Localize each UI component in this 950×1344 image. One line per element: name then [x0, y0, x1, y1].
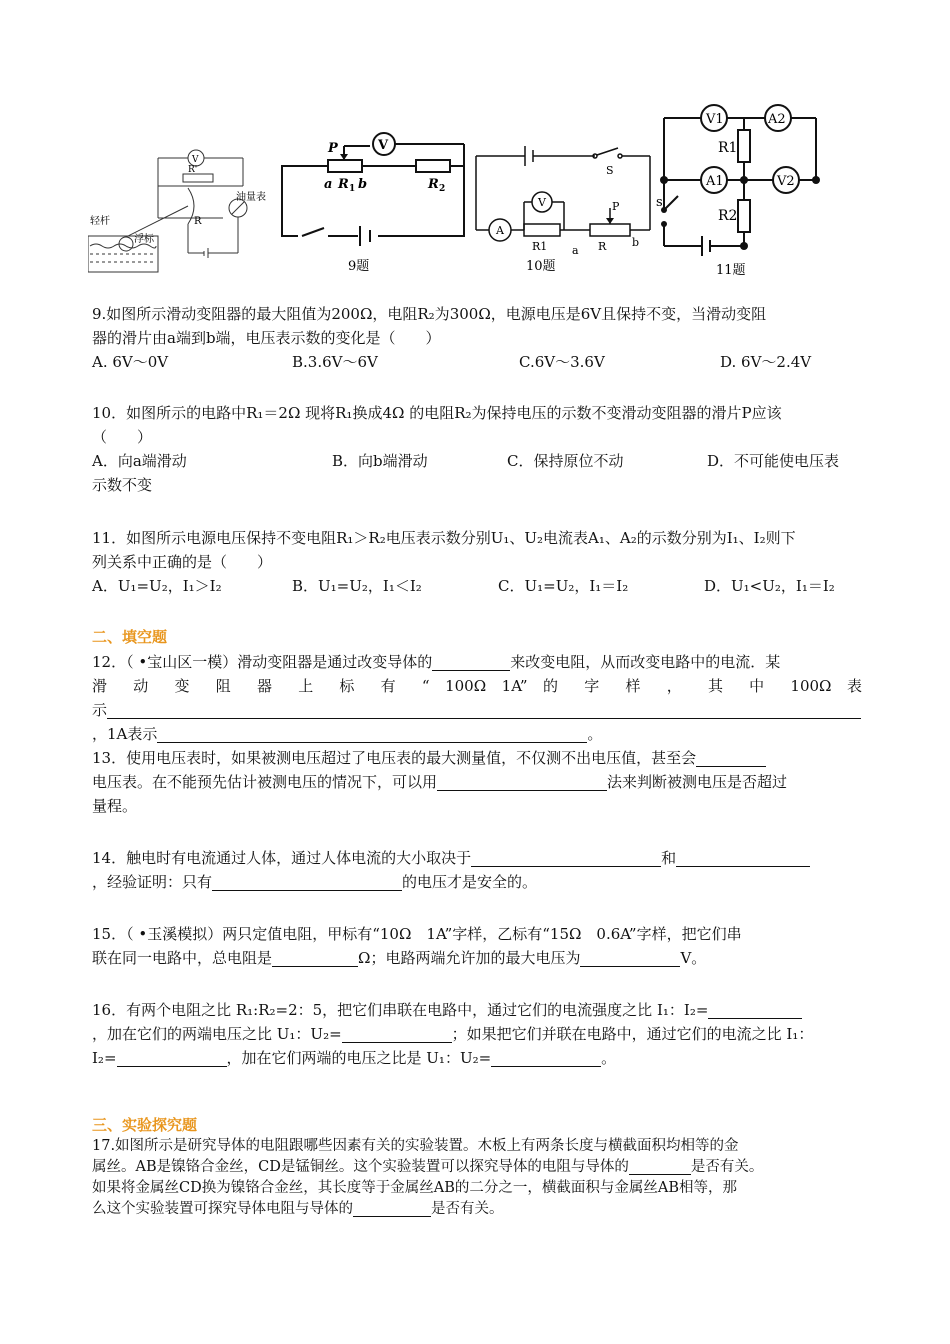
fig10-a-label: a — [572, 244, 579, 257]
fig11-a2-label: A2 — [768, 112, 786, 127]
q16-text-3a: I₂= — [92, 1049, 117, 1067]
q9-line2: 器的滑片由a端到b端，电压表示数的变化是（ ） — [92, 329, 441, 347]
fig8-float-label: 浮标 — [134, 234, 154, 245]
q16-blank-4[interactable] — [491, 1050, 601, 1067]
q9-options — [92, 350, 862, 374]
q11-option-c[interactable]: C．U₁=U₂，I₁＝I₂ — [498, 577, 629, 595]
question-14 — [92, 846, 862, 894]
q13-blank-2[interactable] — [437, 774, 607, 791]
q13-text-3: 量程。 — [92, 797, 138, 815]
q9-line1: 9.如图所示滑动变阻器的最大阻值为200Ω，电阻R₂为300Ω，电源电压是6V且保持不变，当滑动变阻 — [92, 305, 767, 323]
fig11-caption: 11题 — [716, 263, 746, 278]
q14-blank-1[interactable] — [471, 850, 661, 867]
q14-text-2b: 的电压才是安全的。 — [402, 873, 538, 891]
fig11-v1-label: V1 — [706, 112, 724, 127]
fig10-s-label: S — [606, 164, 614, 177]
q12-blank-3[interactable] — [157, 726, 587, 743]
question-15 — [92, 922, 862, 970]
fig10-caption: 10题 — [526, 259, 556, 274]
q9-option-c[interactable]: C.6V～3.6V — [519, 353, 605, 371]
fig9-r2-sub: 2 — [439, 184, 446, 194]
fig10-r1-label: R1 — [532, 240, 548, 253]
fig8-r-label: R — [194, 216, 202, 227]
question-10 — [92, 401, 862, 449]
fig10-ammeter-label: A — [496, 224, 504, 237]
fig11-v2-label: V2 — [777, 174, 795, 189]
q16-blank-2[interactable] — [342, 1026, 452, 1043]
q12-text-1b: 来改变电阻，从而改变电路中的电流．某 — [510, 653, 781, 671]
q16-text-3c: 。 — [601, 1049, 617, 1067]
q15-text-2b: Ω；电路两端允许加的最大电压为 — [358, 949, 581, 967]
fig9-r2-label: R — [428, 177, 439, 192]
fig11-s-label: s — [656, 195, 663, 210]
q17-blank-1[interactable] — [629, 1160, 691, 1175]
q12-text-4b: 。 — [587, 725, 603, 743]
q14-text-2a: ，经验证明：只有 — [92, 873, 213, 891]
q9-option-b[interactable]: B.3.6V～6V — [292, 353, 378, 371]
q15-text-2a: 联在同一电路中，总电阻是 — [92, 949, 273, 967]
q16-text-2a: ，加在它们的两端电压之比 U₁：U₂= — [92, 1025, 342, 1043]
q13-text-1a: 13．使用电压表时，如果被测电压超过了电压表的最大测量值，不仅测不出电压值，甚至会 — [92, 749, 697, 767]
fig9-caption: 9题 — [348, 259, 370, 274]
q12-text-3a: 示 — [92, 701, 108, 719]
section-experiment-title: 三、实验探究题 — [92, 1117, 198, 1134]
q15-text-1: 15．（ •玉溪模拟）两只定值电阻，甲标有“10Ω 1A”字样，乙标有“15Ω 0.6A”字样，把它们串 — [92, 925, 742, 943]
q14-blank-3[interactable] — [212, 874, 402, 891]
fig11-r2-label: R2 — [718, 208, 738, 224]
q10-option-d[interactable]: D．不可能使电压表 — [707, 452, 840, 470]
q11-line1: 11．如图所示电源电压保持不变电阻R₁＞R₂电压表示数分别U₁、U₂电流表A₁、A₂的示数分别为I₁、I₂则下 — [92, 529, 796, 547]
q11-option-d[interactable]: D．U₁<U₂，I₁＝I₂ — [704, 577, 835, 595]
fig9-p-label: P — [328, 141, 338, 156]
question-11 — [92, 526, 862, 574]
q10-line-tail: 示数不变 — [92, 476, 153, 494]
q15-blank-2[interactable] — [580, 950, 680, 967]
q17-blank-2[interactable] — [353, 1202, 431, 1217]
question-16 — [92, 998, 862, 1070]
q12-blank-1[interactable] — [432, 654, 510, 671]
q16-text-1a: 16．有两个电阻之比 R₁:R₂=2：5，把它们串联在电路中，通过它们的电流强度之比 I₁：I₂= — [92, 1001, 709, 1019]
q17-text-4b: 是否有关。 — [431, 1201, 504, 1217]
question-13 — [92, 746, 862, 818]
figure-q9-circuit — [278, 108, 468, 278]
fig9-a-label: a — [324, 177, 333, 192]
q10-option-b[interactable]: B．向b端滑动 — [332, 452, 428, 470]
fig11-r1-label: R1 — [718, 140, 738, 156]
q12-text-4a: ，1A表示 — [92, 725, 158, 743]
fig10-p-label: P — [612, 200, 620, 213]
fig10-v-label: V — [538, 196, 546, 209]
q14-text-1b: 和 — [661, 849, 677, 867]
section-fill-in-title: 二、填空题 — [92, 629, 168, 646]
fig8-v-label: V — [192, 155, 199, 165]
q15-blank-1[interactable] — [272, 950, 358, 967]
figure-q10-circuit — [470, 108, 655, 278]
q13-blank-1[interactable] — [696, 750, 766, 767]
q16-blank-3[interactable] — [117, 1050, 227, 1067]
q17-text-2b: 是否有关。 — [690, 1159, 764, 1175]
q9-option-a[interactable]: A. 6V～0V — [92, 353, 169, 371]
q11-option-b[interactable]: B．U₁=U₂，I₁＜I₂ — [292, 577, 422, 595]
fig9-r1-label: R — [338, 177, 349, 192]
q16-blank-1[interactable] — [708, 1002, 802, 1019]
fig9-b-label: b — [358, 177, 368, 192]
q9-option-d[interactable]: D. 6V～2.4V — [720, 353, 812, 371]
q10-line2: （ ） — [92, 428, 153, 446]
q13-text-2b: 法来判断被测电压是否超过 — [607, 773, 788, 791]
q16-text-2b: ；如果把它们并联在电路中，通过它们的电流之比 I₁： — [451, 1025, 814, 1043]
question-17 — [92, 1136, 882, 1220]
q11-option-a[interactable]: A．U₁=U₂，I₁＞I₂ — [92, 577, 222, 595]
q11-line2: 列关系中正确的是（ ） — [92, 553, 273, 571]
fig8-gauge-label: 油量表 — [236, 192, 266, 203]
fig8-rprime-label: R' — [188, 165, 198, 175]
q10-options — [92, 449, 862, 473]
q17-text-4a: 么这个实验装置可探究导体电阻与导体的 — [92, 1201, 353, 1217]
q13-text-2a: 电压表。在不能预先估计被测电压的情况下，可以用 — [92, 773, 438, 791]
q17-text-3: 如果将金属丝CD换为镍铬合金丝，其长度等于金属丝AB的二分之一，横截面积与金属丝AB相等，那 — [92, 1180, 737, 1196]
question-12 — [92, 650, 862, 746]
q14-blank-2[interactable] — [676, 850, 810, 867]
fig9-v-label: V — [378, 138, 389, 153]
fig10-b-label: b — [632, 236, 640, 249]
q12-blank-2[interactable] — [107, 702, 861, 719]
q12-text-2: 滑 动 变 阻 器 上 标 有 “ 100Ω 1A” 的 字 样 ， 其 中 100Ω 表 — [92, 677, 862, 695]
q15-text-2c: V。 — [680, 949, 707, 967]
q14-text-1a: 14．触电时有电流通过人体，通过人体电流的大小取决于 — [92, 849, 472, 867]
q10-option-c[interactable]: C．保持原位不动 — [507, 452, 624, 470]
q17-text-1: 17.如图所示是研究导体的电阻跟哪些因素有关的实验装置。木板上有两条长度与横截面积均相等的金 — [92, 1138, 739, 1154]
q10-line1: 10．如图所示的电路中R₁＝2Ω 现将R₁换成4Ω 的电阻R₂为保持电压的示数不变滑动变阻器的滑片P应该 — [92, 404, 782, 422]
q11-options — [92, 574, 862, 598]
fig9-r1-sub: 1 — [349, 184, 356, 194]
q12-text-1a: 12．（ •宝山区一模）滑动变阻器是通过改变导体的 — [92, 653, 433, 671]
question-9 — [92, 302, 862, 350]
fig10-r-label: R — [598, 240, 607, 253]
q16-text-3b: ，加在它们两端的电压之比是 U₁：U₂= — [226, 1049, 492, 1067]
fig11-a1-label: A1 — [706, 174, 724, 189]
figure-q11-circuit — [656, 104, 826, 280]
figure-fuel-gauge — [88, 108, 268, 278]
q10-option-a[interactable]: A．向a端滑动 — [92, 452, 187, 470]
q17-text-2: 属丝。AB是镍铬合金丝，CD是锰铜丝。这个实验装置可以探究导体的电阻与导体的 — [92, 1159, 629, 1175]
fig8-lever-label: 轻杆 — [90, 216, 110, 227]
